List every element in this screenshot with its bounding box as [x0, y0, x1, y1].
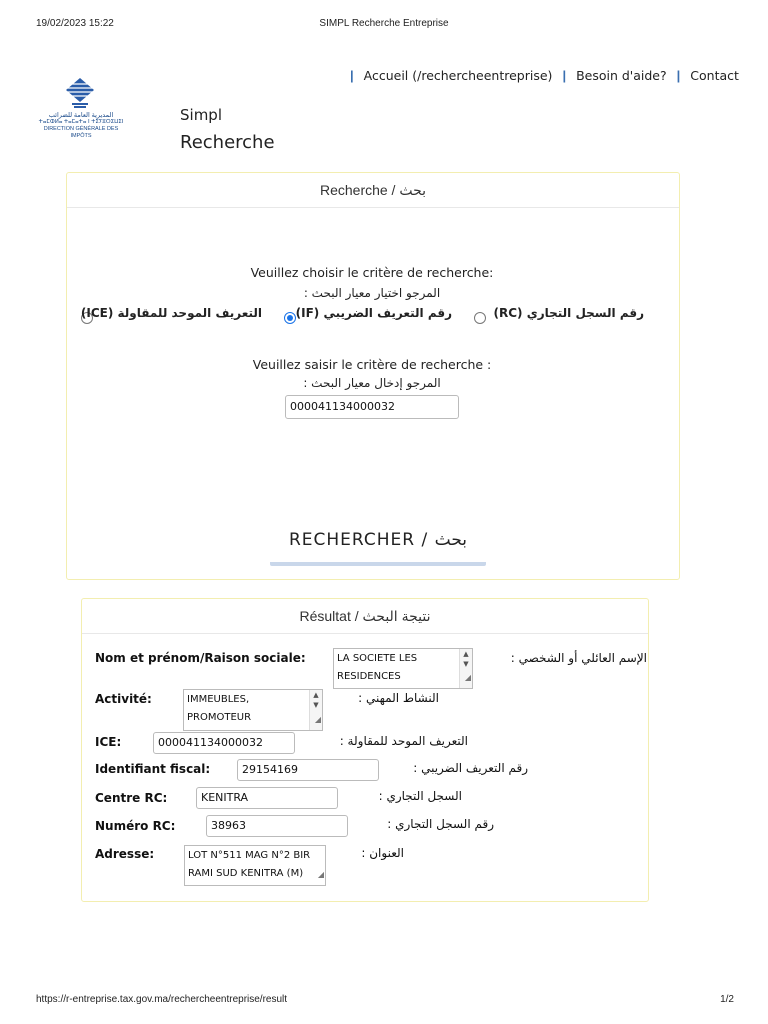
enter-criteria-fr: Veuillez saisir le critère de recherche : [252, 357, 492, 372]
scrollbar-icon[interactable]: ▲ ▼ [309, 690, 322, 730]
nav-separator: | [676, 68, 681, 83]
resize-grip-icon[interactable]: ◢ [464, 673, 471, 682]
logo-line-ar: المديرية العامة للضرائب [48, 112, 114, 119]
search-card-title: Recherche / بحث [67, 173, 679, 208]
if-label-ar: رقم التعريف الضريبي : [413, 761, 528, 775]
numero-rc-label-ar: رقم السجل التجاري : [387, 817, 494, 831]
adresse-value: LOT N°511 MAG N°2 BIR RAMI SUD KENITRA (M) [188, 850, 311, 879]
numero-rc-field[interactable]: 38963 [206, 815, 348, 837]
search-button[interactable]: RECHERCHER / بحث [270, 528, 486, 566]
centre-rc-label: Centre RC: [95, 791, 168, 805]
option-ice-label: التعريف الموحد للمقاولة (ICE) [80, 306, 262, 320]
centre-rc-field[interactable]: KENITRA [196, 787, 338, 809]
print-page-number: 1/2 [720, 994, 734, 1005]
print-title: SIMPL Recherche Entreprise [319, 18, 449, 29]
radio-if[interactable] [284, 312, 296, 324]
if-field[interactable]: 29154169 [237, 759, 379, 781]
print-datetime: 19/02/2023 15:22 [36, 18, 114, 29]
centre-rc-label-ar: السجل التجاري : [378, 789, 462, 803]
activite-value: IMMEUBLES, PROMOTEUR [187, 694, 252, 723]
top-nav [340, 68, 740, 83]
page-title: Recherche [180, 132, 275, 153]
radio-rc[interactable] [474, 312, 486, 324]
ice-field[interactable]: 000041134000032 [153, 732, 295, 754]
name-field[interactable] [333, 648, 473, 689]
brand-name: Simpl [180, 106, 222, 124]
resize-grip-icon[interactable]: ◢ [317, 870, 324, 879]
adresse-label-ar: العنوان : [361, 846, 404, 860]
resize-grip-icon[interactable]: ◢ [314, 715, 321, 724]
nav-link-contact[interactable]: Contact [690, 68, 739, 83]
search-input[interactable]: 000041134000032 [285, 395, 459, 419]
result-card-title: Résultat / نتيجة البحث [82, 599, 648, 634]
nav-separator: | [562, 68, 567, 83]
logo-line-tifinagh: ⵜⴰⵎⵀⵍⴰ ⵜⴰⵎⴰⵜⴰ ⵏ ⵜⵉⵢⵓⵔⵉⵡⵉⵏ [38, 119, 124, 125]
print-url: https://r-entreprise.tax.gov.ma/rechercheentreprise/result [36, 994, 288, 1005]
choose-criteria-fr: Veuillez choisir le critère de recherche: [250, 265, 494, 280]
logo-text [36, 112, 126, 140]
name-label: Nom et prénom/Raison sociale: [95, 651, 306, 665]
ice-label: ICE: [95, 735, 122, 749]
if-label: Identifiant fiscal: [95, 762, 211, 776]
nav-separator: | [350, 68, 354, 83]
name-label-ar: الإسم العائلي أو الشخصي : [510, 651, 647, 665]
dgi-emblem-icon [36, 76, 124, 116]
enter-criteria-ar: المرجو إدخال معيار البحث : [303, 376, 441, 390]
adresse-label: Adresse: [95, 847, 155, 861]
nav-link-aide[interactable]: Besoin d'aide? [576, 68, 667, 83]
option-rc-label: رقم السجل التجاري (RC) [493, 306, 644, 320]
activite-field[interactable] [183, 689, 323, 731]
nav-link-accueil[interactable]: Accueil (/rechercheentreprise) [363, 68, 553, 83]
adresse-field[interactable] [184, 845, 326, 886]
numero-rc-label: Numéro RC: [95, 819, 176, 833]
activite-label: Activité: [95, 692, 152, 706]
ice-label-ar: التعريف الموحد للمقاولة : [339, 734, 468, 748]
choose-criteria-ar: المرجو اختيار معيار البحث : [303, 286, 441, 300]
name-value: LA SOCIETE LES RESIDENCES [337, 653, 418, 682]
activite-label-ar: النشاط المهني : [358, 691, 439, 705]
option-if-label: رقم التعريف الضريبي (IF) [295, 306, 452, 320]
scrollbar-icon[interactable]: ▲ ▼ [459, 649, 472, 688]
logo-line-fr: DIRECTION GÉNÉRALE DES IMPÔTS [43, 126, 119, 139]
